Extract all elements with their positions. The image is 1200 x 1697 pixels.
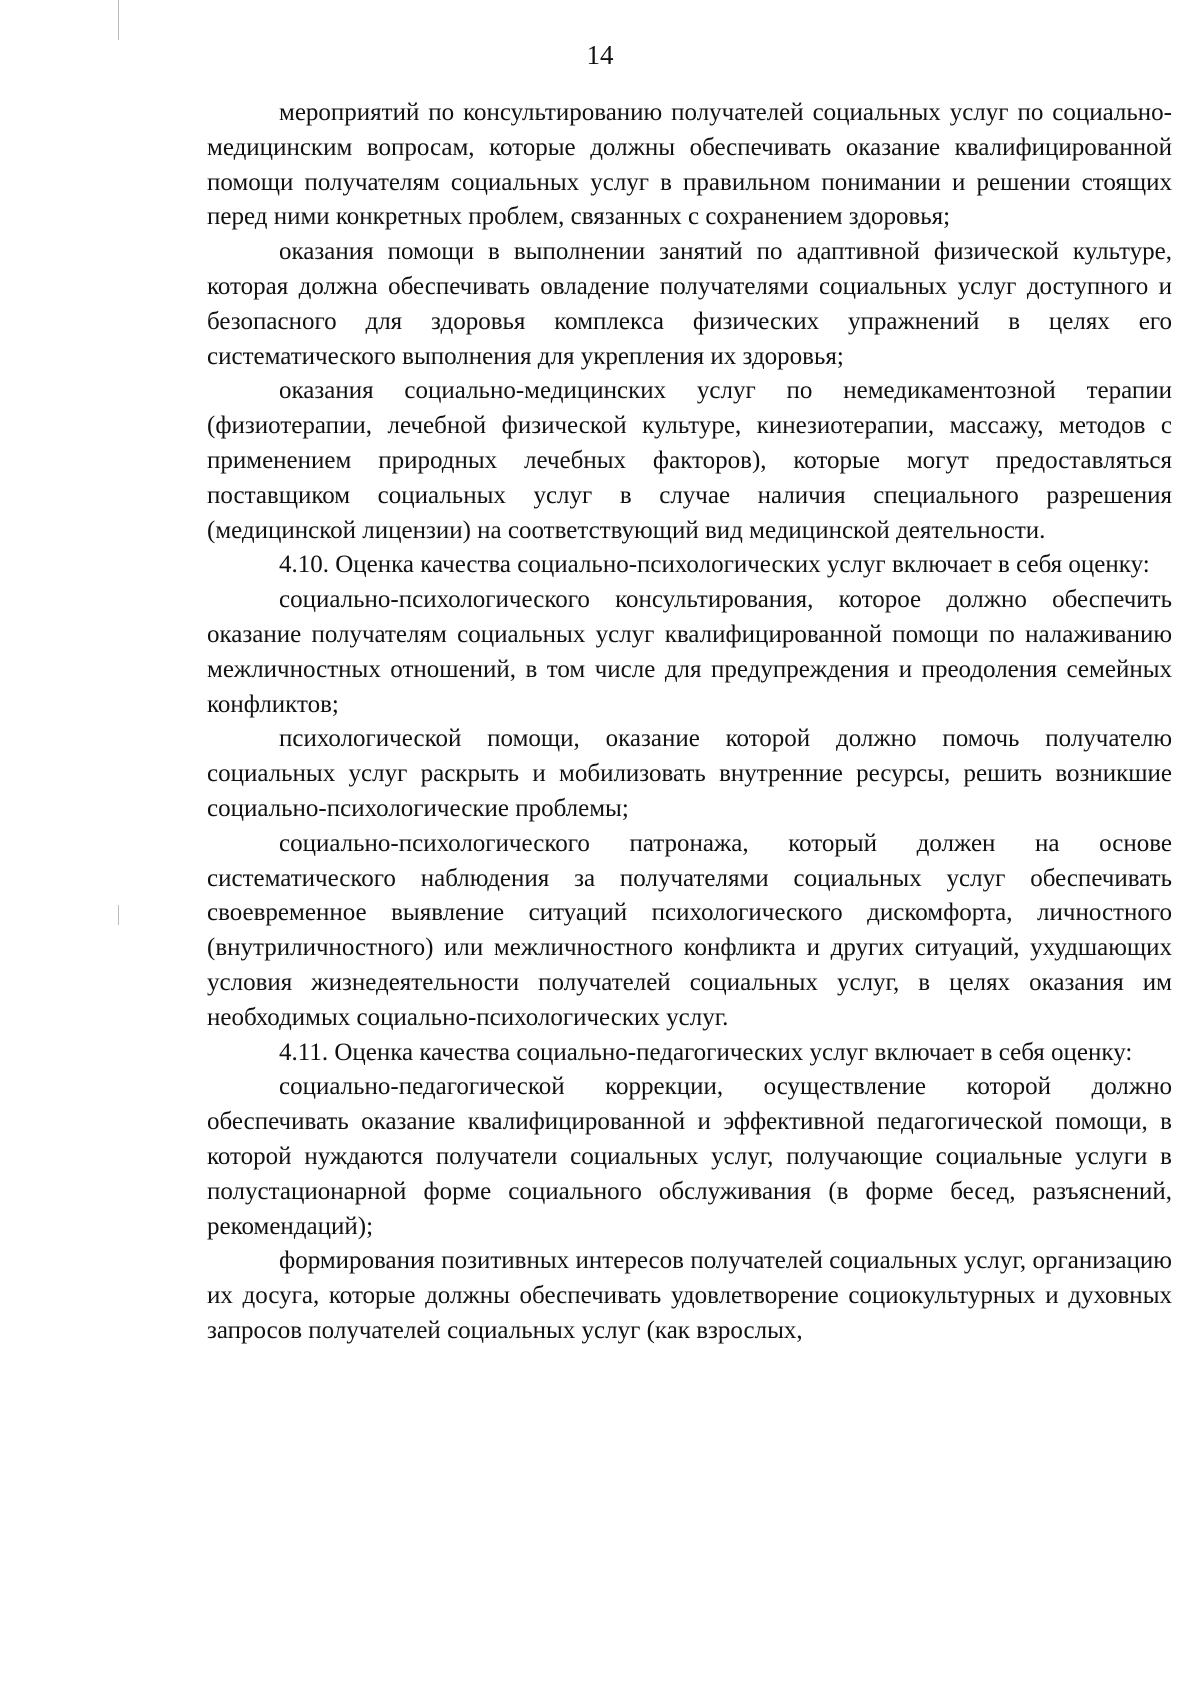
- paragraph: социально-психологического патронажа, который должен на основе систематического наблюдения за получателями социальных услуг обеспечивать своевременное выявление ситуаций психологического дискомфорта, личностного (внутриличностного) или межличностного конфликта и других ситуаций, ухудшающих условия жизнедеятельности получателей социальных услуг, в целях оказания им необходимых социально-психологических услуг.: [207, 829, 1172, 1031]
- paragraph: социально-педагогической коррекции, осуществление которой должно обеспечивать оказание квалифицированной и эффективной педагогической помощи, в которой нуждаются получатели социальных услуг, получающие социальные услуги в полустационарной форме социального обслуживания (в форме бесед, разъяснений, рекомендаций);: [207, 1073, 1172, 1240]
- body-text: [207, 96, 1172, 1349]
- paragraph: формирования позитивных интересов получателей социальных услуг, организацию их досуга, которые должны обеспечивать удовлетворение социокультурных и духовных запросов получателей социальных услуг (как взрослых,: [207, 1247, 1172, 1344]
- scan-artifact-line: [118, 905, 119, 925]
- paragraph: психологической помощи, оказание которой должно помочь получателю социальных услуг раскрыть и мобилизовать внутренние ресурсы, решить возникшие социально-психологические проблемы;: [207, 725, 1172, 822]
- paragraph: мероприятий по консультированию получателей социальных услуг по социально-медицинским вопросам, которые должны обеспечивать оказание квалифицированной помощи получателям социальных услуг в правильном понимании и решении стоящих перед ними конкретных проблем, связанных с сохранением здоровья;: [207, 99, 1172, 231]
- scan-artifact-line: [118, 0, 119, 40]
- page-number: 14: [586, 40, 614, 70]
- paragraph: оказания социально-медицинских услуг по немедикаментозной терапии (физиотерапии, лечебной физической культуре, кинезиотерапии, массажу, методов с применением природных лечебных факторов), которые могут предоставляться поставщиком социальных услуг в случае наличия специального разрешения (медицинской лицензии) на соответствующий вид медицинской деятельности.: [207, 377, 1172, 544]
- paragraph: оказания помощи в выполнении занятий по адаптивной физической культуре, которая должна обеспечивать овладение получателями социальных услуг доступного и безопасного для здоровья комплекса физических упражнений в целях его систематического выполнения для укрепления их здоровья;: [207, 238, 1172, 370]
- paragraph: социально-психологического консультирования, которое должно обеспечить оказание получателям социальных услуг квалифицированной помощи по налаживанию межличностных отношений, в том числе для предупреждения и преодоления семейных конфликтов;: [207, 586, 1172, 718]
- section-heading-paragraph: 4.11. Оценка качества социально-педагогических услуг включает в себя оценку:: [279, 1038, 1133, 1066]
- section-heading-paragraph: 4.10. Оценка качества социально-психологических услуг включает в себя оценку:: [279, 551, 1150, 579]
